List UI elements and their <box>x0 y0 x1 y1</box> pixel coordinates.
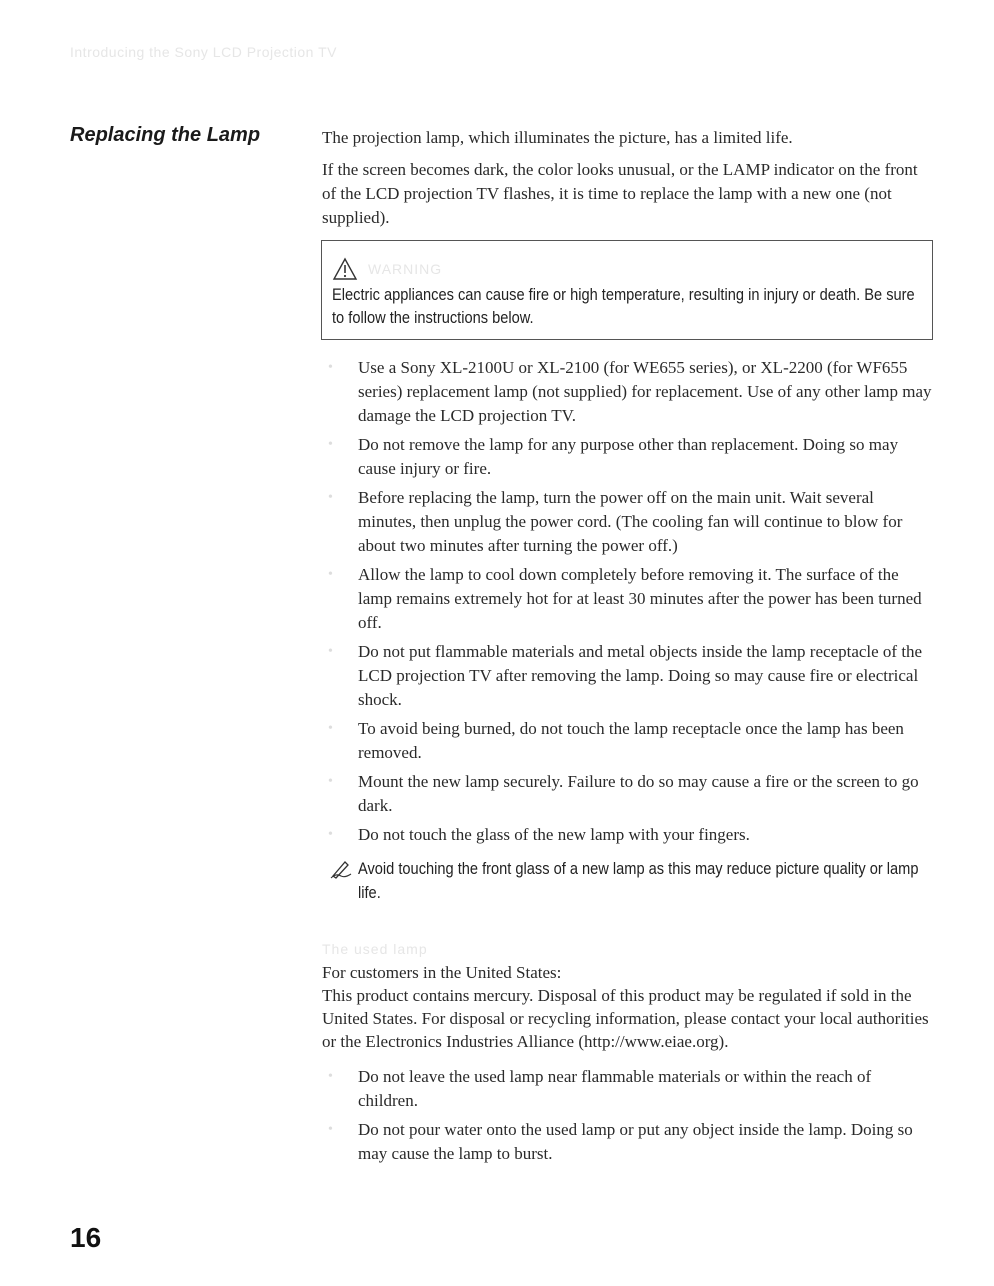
list-item <box>322 823 934 847</box>
list-item-text: Do not pour water onto the used lamp or put any object inside the lamp. Doing so may cause the lamp to burst. <box>358 1120 913 1163</box>
list-item-text: Use a Sony XL-2100U or XL-2100 (for WE655 series), or XL-2200 (for WF655 series) replacement lamp (not supplied) for replacement. Use of any other lamp may damage the LCD projection TV. <box>358 358 932 425</box>
bullet-mark: • <box>328 827 333 842</box>
list-item <box>322 356 934 428</box>
note-text: Avoid touching the front glass of a new lamp as this may reduce picture quality or lamp life. <box>358 859 919 902</box>
note <box>322 857 934 905</box>
lamp-safety-list <box>322 356 934 847</box>
warning-text: Electric appliances can cause fire or high temperature, resulting in injury or death. Be sure to follow the instructions below. <box>332 285 915 327</box>
bullet-mark: • <box>328 774 333 789</box>
bullet-mark: • <box>328 360 333 375</box>
warning-box <box>321 240 933 340</box>
intro-paragraph-2: If the screen becomes dark, the color looks unusual, or the LAMP indicator on the front of the LCD projection TV flashes, it is time to replace the lamp with a new one (not supplied). <box>322 160 918 227</box>
list-item <box>322 770 934 818</box>
list-item-text: Do not remove the lamp for any purpose other than replacement. Doing so may cause injury or fire. <box>358 435 899 478</box>
list-item <box>322 1065 934 1113</box>
page-number: 16 <box>70 1222 102 1253</box>
section-title: Replacing the Lamp <box>70 124 261 146</box>
note-pencil-icon <box>330 859 352 879</box>
warning-triangle-icon <box>332 257 358 281</box>
list-item-text: Do not touch the glass of the new lamp with your fingers. <box>358 825 750 844</box>
used-lamp-list <box>322 1065 934 1166</box>
list-item-text: Allow the lamp to cool down completely before removing it. The surface of the lamp remains extremely hot for at least 30 minutes after the power has been turned off. <box>358 565 922 632</box>
list-item <box>322 563 934 635</box>
bullet-mark: • <box>328 490 333 505</box>
warning-label: WARNING <box>368 261 443 277</box>
list-item-text: Before replacing the lamp, turn the power off on the main unit. Wait several minutes, then unplug the power cord. (The cooling fan will continue to blow for about two minutes after turning the power off.) <box>358 488 903 555</box>
intro-paragraph-1: The projection lamp, which illuminates the picture, has a limited life. <box>322 128 793 147</box>
list-item <box>322 486 934 558</box>
bullet-mark: • <box>328 1122 333 1137</box>
list-item <box>322 1118 934 1166</box>
bullet-mark: • <box>328 1069 333 1084</box>
used-lamp-heading: The used lamp <box>322 941 428 957</box>
main-content <box>322 126 934 1171</box>
bullet-mark: • <box>328 437 333 452</box>
bullet-mark: • <box>328 567 333 582</box>
list-item-text: Mount the new lamp securely. Failure to do so may cause a fire or the screen to go dark. <box>358 772 919 815</box>
used-lamp-paragraph-1: For customers in the United States: <box>322 963 562 982</box>
list-item <box>322 640 934 712</box>
bullet-mark: • <box>328 721 333 736</box>
warning-header <box>332 255 922 283</box>
list-item <box>322 717 934 765</box>
used-lamp-paragraph-2: This product contains mercury. Disposal of this product may be regulated if sold in the United States. For disposal or recycling information, please contact your local authorities or the Electronics Industries Alliance (http://www.eiae.org). <box>322 986 929 1051</box>
list-item <box>322 433 934 481</box>
list-item-text: Do not put flammable materials and metal objects inside the lamp receptacle of the LCD projection TV after removing the lamp. Doing so may cause fire or electrical shock. <box>358 642 923 709</box>
list-item-text: Do not leave the used lamp near flammable materials or within the reach of children. <box>358 1067 872 1110</box>
running-header: Introducing the Sony LCD Projection TV <box>70 44 337 60</box>
list-item-text: To avoid being burned, do not touch the lamp receptacle once the lamp has been removed. <box>358 719 904 762</box>
bullet-mark: • <box>328 644 333 659</box>
